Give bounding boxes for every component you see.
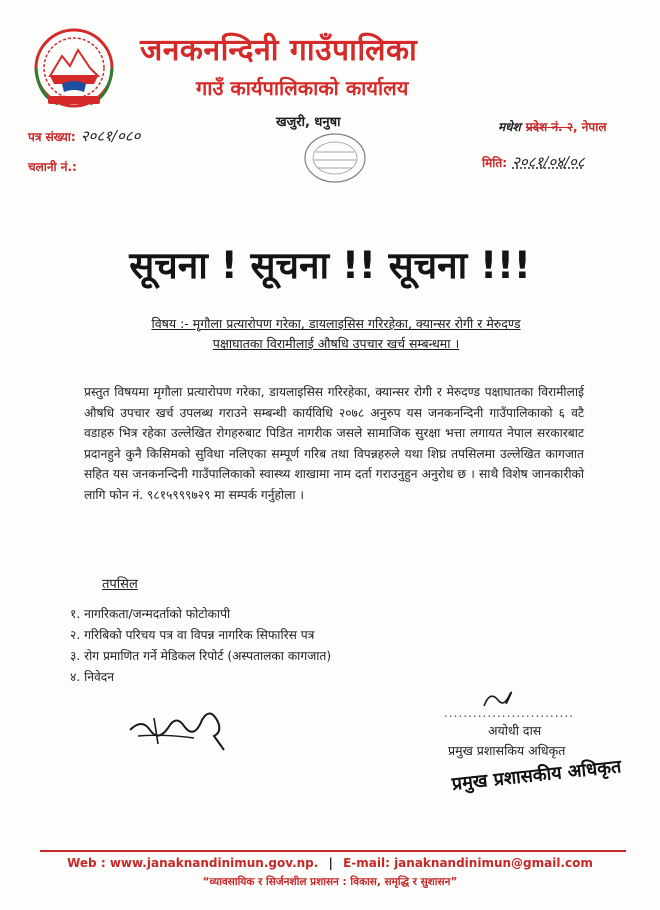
nepal-emblem-icon [28,26,120,110]
email-link[interactable]: janaknandinimun@gmail.com [394,856,593,870]
notice-subject [86,314,586,354]
province-country: , नेपाल [573,120,607,134]
notice-body: प्रस्तुत विषयमा मृगौला प्रत्यारोपण गरेका, डायलाइसिस गरिरहेका, क्यान्सर रोगी र मेरुदण्ड पक्षाघातका विरामीलाई औषधि उपचार खर्च उपलब्ध गराउने सम्बन्धी कार्यविधि २०७८ अनुरुप यस जनकनन्दिनी गाउँपालिकाको ६ वटै वडाहरु भित्र रहेका उल्लेखित रोगहरुबाट पिडित नागरीक जसले सामाजिक सुरक्षा भत्ता लगायत नेपाल सरकारबाट प्रदानहुने कुनै किसिमको सुविधा नलिएका सम्पूर्ण गरिब तथा विपन्नहरुले यथा शिघ्र तपसिलमा उल्लेखित कागजात सहित यस जनकनन्दिनी गाउँपालिकाको स्वास्थ्य शाखामा नाम दर्ता गराउनुहुन अनुरोध छ । साथै विशेष जानकारीको लागि फोन नं. ९८१५९९९७२९ मा सम्पर्क गर्नुहोला । [84,385,584,502]
office-title: जनकनन्दिनी गाउँपालिका [140,33,418,68]
office-subtitle: गाउँ कार्यपालिकाको कार्यालय [196,76,409,100]
province-label [498,116,606,135]
footer-motto: “व्यावसायिक र सिर्जनशील प्रशासन : विकास, समृद्धि र सुशासन” [202,876,458,888]
footer-divider [40,850,626,852]
province-struck-text: प्रदेश नं. २ [525,120,573,134]
province-name: मधेश [498,120,521,134]
list-item: १. नागरिकता/जन्मदर्ताको फोटोकापी [70,607,231,621]
date-value: २०८१/०४/०८ [512,153,585,171]
notice-headline: सूचना ! सूचना !! सूचना !!! [129,244,531,287]
reference-label: पत्र संख्या: [28,130,76,144]
left-signature-icon [124,700,234,762]
footer-separator: | [328,856,333,870]
subject-line-2: पक्षाघातका विरामीलाई औषधि उपचार खर्च सम्बन्धमा । [212,336,460,351]
officer-name: अयोधी दास [488,723,542,738]
list-item: ४. निवेदन [70,670,115,684]
list-item: २. गरिबिको परिचय पत्र वा विपन्न नागरिक सिफारिस पत्र [70,628,315,642]
footer-contact [0,856,660,870]
web-label: Web : [67,856,110,870]
website-link[interactable]: www.janaknandinimun.gov.np. [109,856,319,870]
dispatch-label: चलानी नं.: [28,160,77,174]
dispatch-number [28,156,77,175]
requirements-list [70,604,490,688]
reference-number [28,126,140,146]
officer-title: प्रमुख प्रशासकिय अधिकृत [448,743,566,758]
office-location: खजुरी, धनुषा [276,115,341,130]
reference-value: २०८१/०८० [80,127,141,145]
office-stamp-icon [300,128,370,190]
signature-dotted-line: ........................... [444,706,574,720]
designation-stamp: प्रमुख प्रशासकीय अधिकृत [450,756,623,795]
list-item: ३. रोग प्रमाणित गर्ने मेडिकल रिपोर्ट (अस्पतालका कागजात) [70,649,332,663]
email-label: E-mail: [343,856,395,870]
date-label: मिति: [482,156,508,170]
subject-line-1: विषय :- मृगौला प्रत्यारोपण गरेका, डायलाइसिस गरिरहेका, क्यान्सर रोगी र मेरुदण्ड [151,316,521,331]
letter-date [482,152,585,172]
appendix-title: तपसिल [102,577,138,592]
